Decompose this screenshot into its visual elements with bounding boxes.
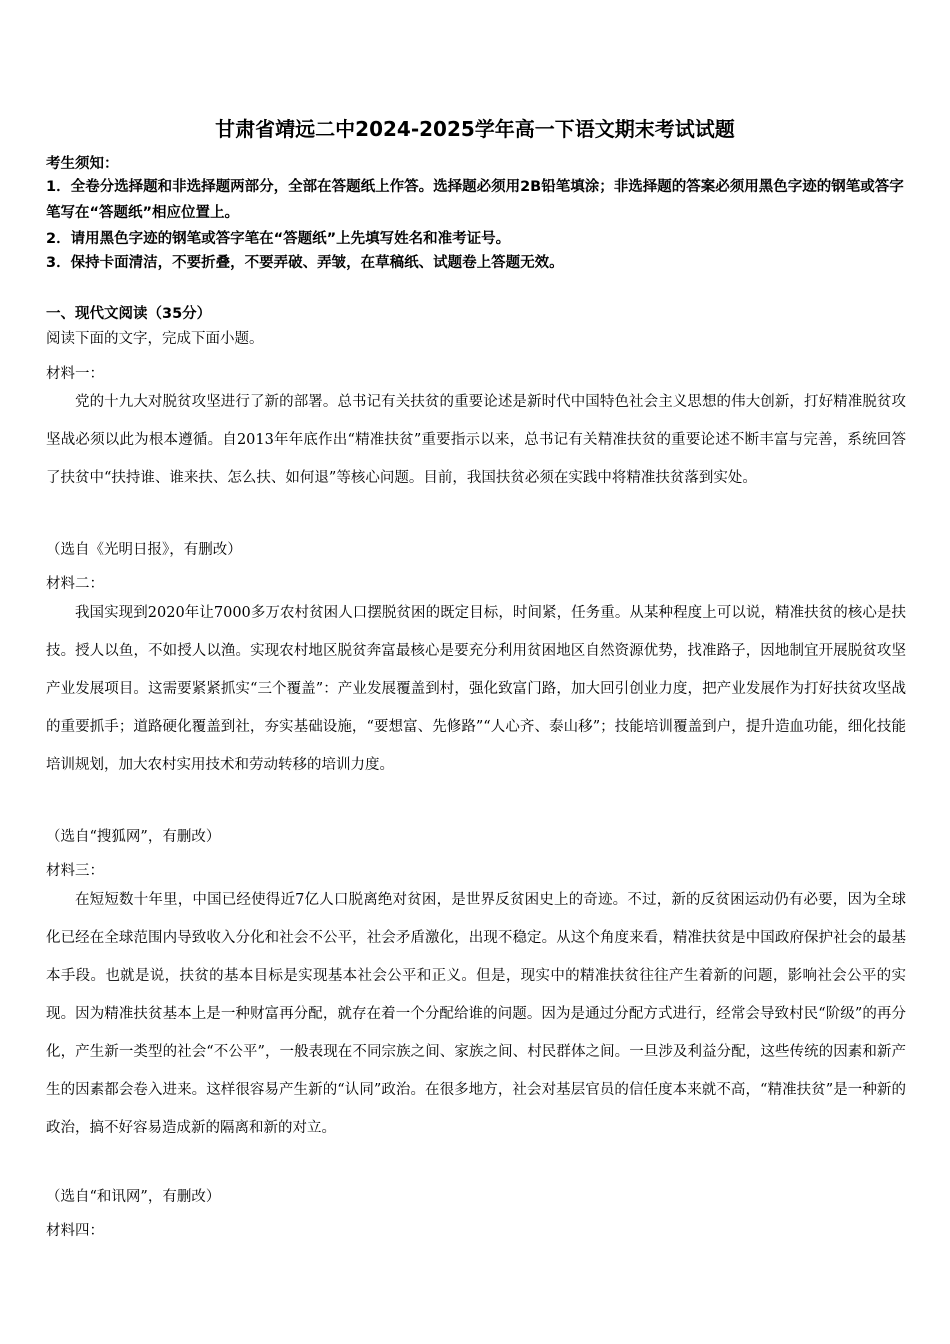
section-instruction: 阅读下面的文字，完成下面小题。 (46, 331, 264, 347)
material-3-label: 材料三： (46, 863, 104, 879)
notice-item-2: 2．请用黑色字迹的钢笔或答字笔在“答题纸”上先填写姓名和准考证号。 (46, 231, 511, 247)
material-3-source: （选自“和讯网”，有删改） (46, 1189, 221, 1205)
notice-item-3: 3．保持卡面清洁，不要折叠，不要弄破、弄皱，在草稿纸、试题卷上答题无效。 (46, 255, 564, 271)
material-1-text: 党的十九大对脱贫攻坚进行了新的部署。总书记有关扶贫的重要论述是新时代中国特色社会主义思想的伟大创新，打好精准脱贫攻坚战必须以此为根本遵循。自2013年年底作出“精准扶贫”重要指示以来，总书记有关精准扶贫的重要论述不断丰富与完善，系统回答了扶贫中“扶持谁、谁来扶、怎么扶、如何退”等核心问题。目前，我国扶贫必须在实践中将精准扶贫落到实处。 (46, 394, 906, 486)
notice-heading: 考生须知： (46, 156, 119, 172)
material-2-text: 我国实现到2020年让7000多万农村贫困人口摆脱贫困的既定目标，时间紧，任务重。从某种程度上可以说，精准扶贫的核心是扶技。授人以鱼，不如授人以渔。实现农村地区脱贫奔富最核心是要充分利用贫困地区自然资源优势，找准路子，因地制宜开展脱贫攻坚产业发展项目。这需要紧紧抓实“三个覆盖”：产业发展覆盖到村，强化致富门路，加大回引创业力度，把产业发展作为打好扶贫攻坚战的重要抓手；道路硬化覆盖到社，夯实基础设施，“要想富、先修路”“人心齐、泰山移”；技能培训覆盖到户，提升造血功能，细化技能培训规划，加大农村实用技术和劳动转移的培训力度。 (46, 605, 906, 773)
material-1-source: （选自《光明日报》，有删改） (46, 542, 242, 558)
exam-title: 甘肃省靖远二中2024-2025学年高一下语文期末考试试题 (215, 117, 735, 141)
notice-item-1: 1．全卷分选择题和非选择题两部分，全部在答题纸上作答。选择题必须用2B铅笔填涂；非选择题的答案必须用黑色字迹的钢笔或答字笔写在“答题纸”相应位置上。 (46, 179, 904, 221)
material-2-label: 材料二： (46, 576, 104, 592)
material-1-label: 材料一： (46, 366, 104, 382)
material-3-text: 在短短数十年里，中国已经使得近7亿人口脱离绝对贫困，是世界反贫困史上的奇迹。不过，新的反贫困运动仍有必要，因为全球化已经在全球范围内导致收入分化和社会不公平，社会矛盾激化，出现不稳定。从这个角度来看，精准扶贫是中国政府保护社会的最基本手段。也就是说，扶贫的基本目标是实现基本社会公平和正义。但是，现实中的精准扶贫往往产生着新的问题，影响社会公平的实现。因为精准扶贫基本上是一种财富再分配，就存在着一个分配给谁的问题。因为是通过分配方式进行，经常会导致村民“阶级”的再分化，产生新一类型的社会“不公平”，一般表现在不同宗族之间、家族之间、村民群体之间。一旦涉及利益分配，这些传统的因素和新产生的因素都会卷入进来。这样很容易产生新的“认同”政治。在很多地方，社会对基层官员的信任度本来就不高，“精准扶贫”是一种新的政治，搞不好容易造成新的隔离和新的对立。 (46, 892, 906, 1136)
material-2-source: （选自“搜狐网”，有删改） (46, 829, 221, 845)
material-4-label: 材料四： (46, 1223, 104, 1239)
section-heading: 一、现代文阅读（35分） (46, 306, 212, 322)
